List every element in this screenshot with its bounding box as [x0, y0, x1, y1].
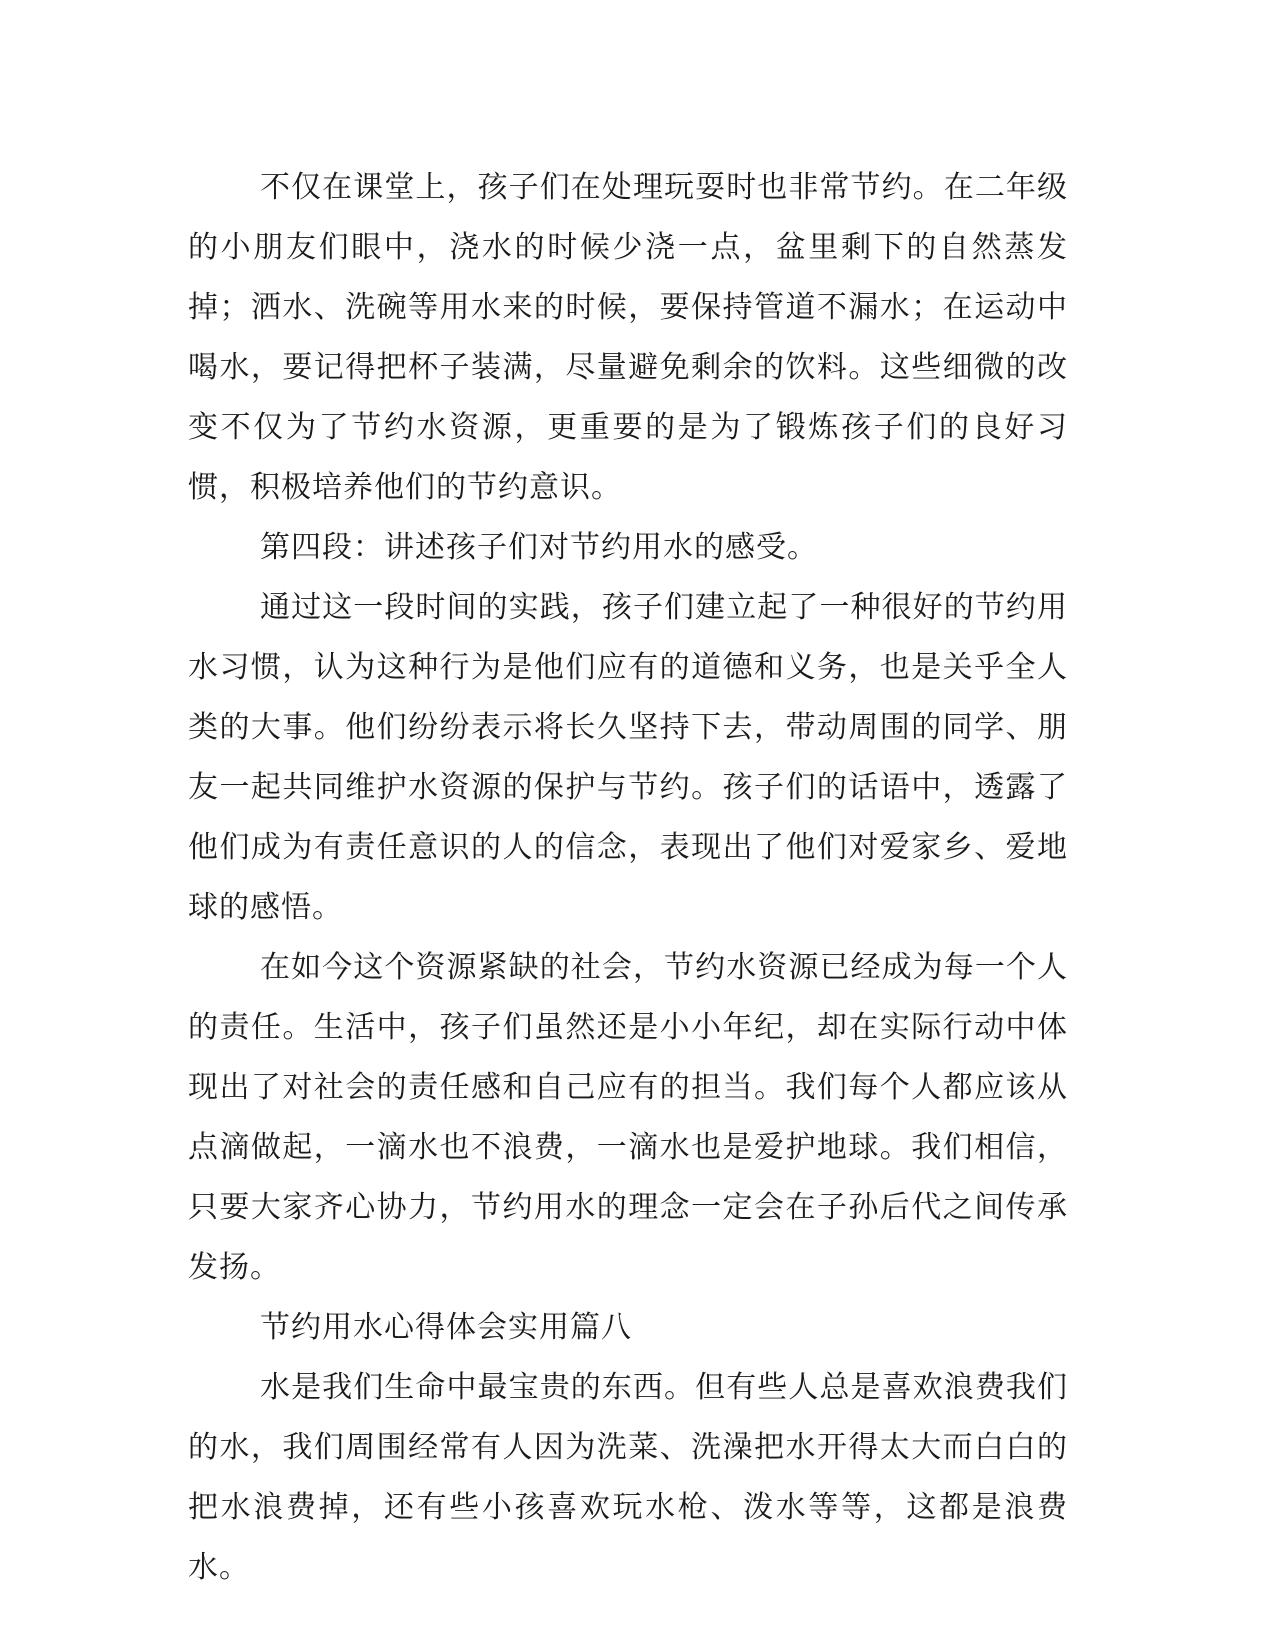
- paragraph-children-saving-habits: 不仅在课堂上，孩子们在处理玩耍时也非常节约。在二年级的小朋友们眼中，浇水的时候少浇一点，盆里剩下的自然蒸发掉；洒水、洗碗等用水来的时候，要保持管道不漏水；在运动中喝水，要记得把杯子装满，尽量避免剩余的饮料。这些细微的改变不仅为了节约水资源，更重要的是为了锻炼孩子们的良好习惯，积极培养他们的节约意识。: [188, 170, 1068, 505]
- paragraph-children-feelings: 通过这一段时间的实践，孩子们建立起了一种很好的节约用水习惯，认为这种行为是他们应有的道德和义务，也是关乎全人类的大事。他们纷纷表示将长久坚持下去，带动周围的同学、朋友一起共同维护水资源的保护与节约。孩子们的话语中，透露了他们成为有责任意识的人的信念，表现出了他们对爱家乡、爱地球的感悟。: [188, 590, 1068, 925]
- paragraph-social-responsibility: 在如今这个资源紧缺的社会，节约水资源已经成为每一个人的责任。生活中，孩子们虽然还是小小年纪，却在实际行动中体现出了对社会的责任感和自己应有的担当。我们每个人都应该从点滴做起，一滴水也不浪费，一滴水也是爱护地球。我们相信，只要大家齐心协力，节约用水的理念一定会在子孙后代之间传承发扬。: [188, 950, 1068, 1285]
- document-body: [188, 158, 1068, 1598]
- paragraph-water-precious: 水是我们生命中最宝贵的东西。但有些人总是喜欢浪费我们的水，我们周围经常有人因为洗菜、洗澡把水开得太大而白白的把水浪费掉，还有些小孩喜欢玩水枪、泼水等等，这都是浪费水。: [188, 1370, 1068, 1585]
- article-title-part-eight: 节约用水心得体会实用篇八: [260, 1310, 632, 1345]
- section-heading-fourth: 第四段：讲述孩子们对节约用水的感受。: [260, 530, 818, 565]
